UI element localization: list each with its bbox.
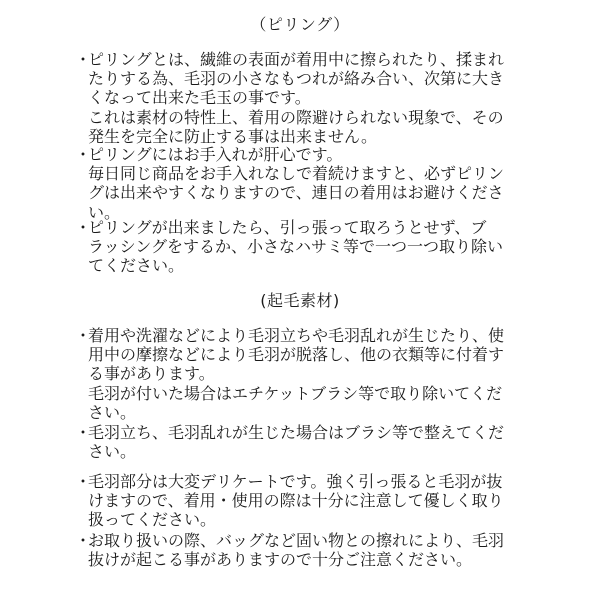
brushed-item-2 — [75, 423, 535, 461]
text-line: 毎日同じ商品をお手入れなしで着続けますと、必ずピリン — [88, 164, 505, 184]
text-line: 抜けが起こる事がありますので十分ご注意ください。 — [88, 550, 473, 570]
text-line: 用中の摩擦などにより毛羽が脱落し、他の衣類等に付着す — [88, 345, 505, 365]
bullet-icon: ・ — [75, 145, 92, 164]
text-line: けますので、着用・使用の際は十分に注意して優しく取り — [88, 491, 504, 511]
text-line: 毛羽が付いた場合はエチケットブラシ等で取り除いてくだ — [88, 383, 503, 403]
text-line: グは出来やすくなりますので、連日の着用はお避けくださ — [88, 183, 504, 203]
bullet-icon: ・ — [75, 326, 92, 345]
brushed-item-4 — [75, 531, 535, 569]
pilling-item-3 — [75, 218, 535, 276]
pilling-item-1 — [75, 50, 535, 146]
bullet-icon: ・ — [75, 423, 92, 442]
text-line: ピリングが出来ましたら、引っ張って取ろうとせず、ブ — [88, 218, 487, 237]
text-line: い。 — [88, 202, 121, 222]
section-title-brushed-material: (起毛素材) — [260, 291, 340, 310]
bullet-icon: ・ — [75, 531, 92, 550]
brushed-item-1 — [75, 326, 535, 422]
text-line: たりする為、毛羽の小さなもつれが絡み合い、次第に大き — [88, 69, 505, 89]
text-line: 発生を完全に防止する事は出来ません。 — [88, 126, 377, 146]
bullet-icon: ・ — [75, 50, 92, 69]
text-line: ラッシングをするか、小さなハサミ等で一つ一つ取り除い — [88, 237, 503, 257]
text-line: 毛羽立ち、毛羽乱れが生じた場合はブラシ等で整えてくだ — [88, 423, 505, 442]
text-line: お取り扱いの際、バッグなど固い物との擦れにより、毛羽 — [88, 531, 505, 550]
bullet-icon: ・ — [75, 218, 92, 237]
text-line: 扱ってください。 — [88, 510, 217, 530]
text-line: る事があります。 — [88, 364, 215, 384]
text-line: さい。 — [88, 442, 137, 462]
text-line: ピリングとは、繊維の表面が着用中に擦られたり、揉まれ — [88, 50, 505, 69]
bullet-icon: ・ — [75, 472, 92, 491]
pilling-item-2 — [75, 145, 535, 222]
brushed-item-3 — [75, 472, 535, 530]
text-line: これは素材の特性上、着用の際避けられない現象で、その — [88, 107, 504, 127]
text-line: さい。 — [88, 402, 137, 422]
text-line: 着用や洗濯などにより毛羽立ちや毛羽乱れが生じたり、使 — [88, 326, 505, 345]
text-line: てください。 — [88, 256, 185, 276]
text-line: 毛羽部分は大変デリケートです。強く引っ張ると毛羽が抜 — [88, 472, 503, 491]
text-line: くなって出来た毛玉の事です。 — [88, 88, 311, 108]
text-line: ピリングにはお手入れが肝心です。 — [88, 145, 343, 164]
section-title-pilling: （ピリング） — [250, 15, 350, 34]
